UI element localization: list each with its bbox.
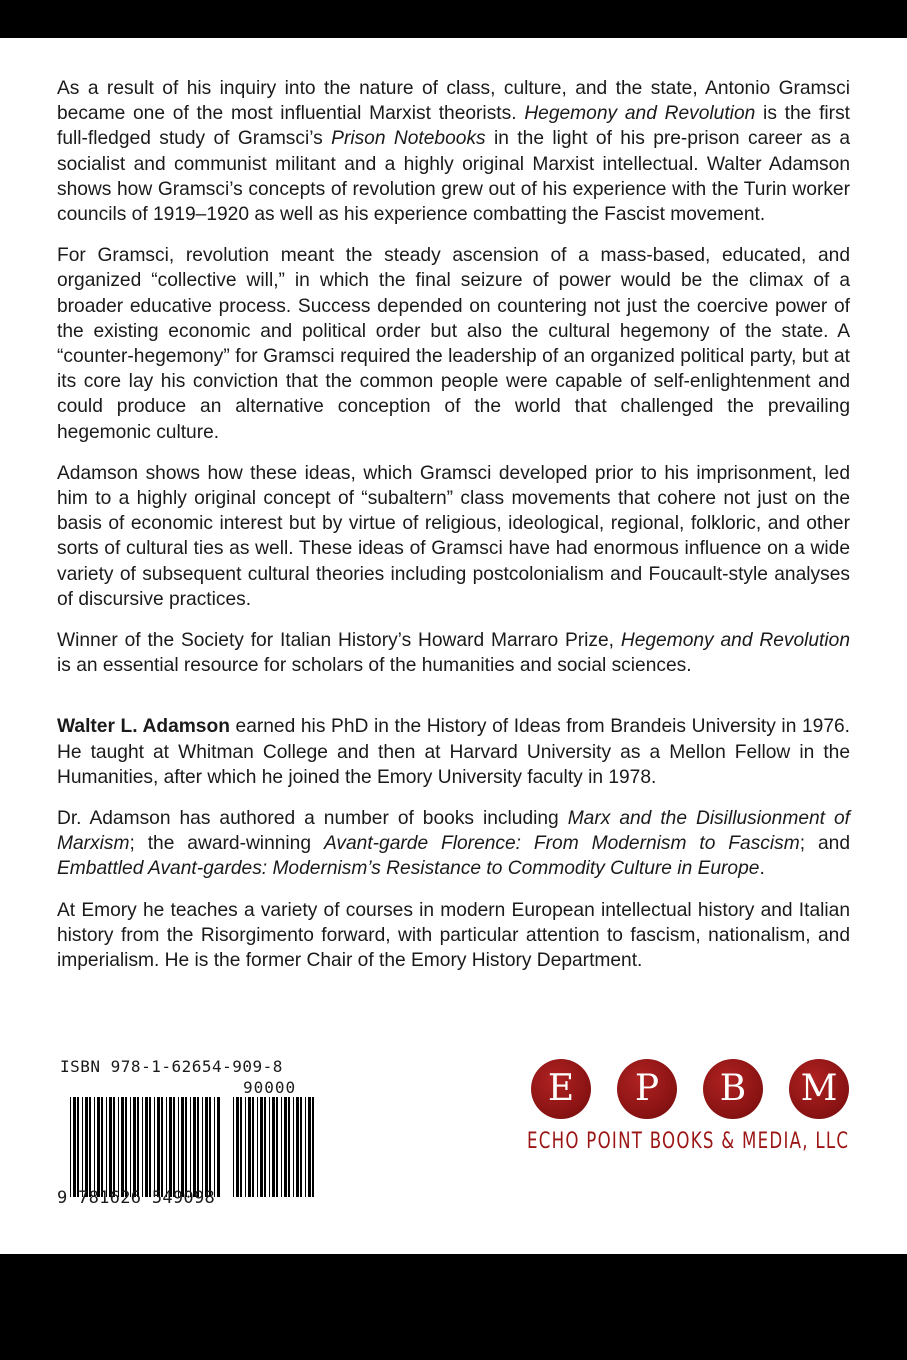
author-name: Walter L. Adamson [57,716,230,738]
barcode-bar [248,1097,251,1197]
barcode-bar [281,1097,282,1197]
barcode-bar [245,1097,246,1197]
logo-circle-b: B [703,1059,763,1119]
barcode-bar [190,1097,191,1197]
barcode-bar [178,1097,179,1197]
barcode-bar [284,1097,287,1197]
barcode-bar [296,1097,299,1197]
description-paragraph-4: Winner of the Society for Italian History’s Howard Marraro Prize, Hegemony and Revolution is an essential resource for scholars of the humanities and social sciences. [57,630,850,677]
barcode-bar [214,1097,215,1197]
author-bio-paragraph-1: Walter L. Adamson earned his PhD in the History of Ideas from Brandeis University in 1976. He taught at Whitman College and then at Harvard University as a Mellon Fellow in the Humanities, after which he joined the Emory University faculty in 1978. [57,716,850,788]
barcode-bar [197,1097,199,1197]
barcode-bar [157,1097,160,1197]
barcode-bar [264,1097,266,1197]
logo-circles [531,1059,851,1121]
publisher-name: ECHO POINT BOOKS & MEDIA, LLC [527,1129,850,1154]
barcode-bar [77,1097,79,1197]
publisher-logo [527,1057,857,1157]
author-bio-paragraph-2: Dr. Adamson has authored a number of books including Marx and the Disillusionment of Marxism; the award-winning Avant-garde Florence: From Modernism to Fascism; and Embattled Avant-gardes: Modernism’s Resistance to Commodity Culture in Europe. [57,808,850,880]
barcode-bar [121,1097,124,1197]
barcode-bar [305,1097,306,1197]
barcode-bar [272,1097,275,1197]
barcode-bar [300,1097,302,1197]
isbn-barcode [57,1057,322,1213]
barcode-bar [260,1097,263,1197]
barcode-bar [169,1097,172,1197]
ean-number: 9 781626 549098 [57,1188,216,1208]
barcode-bar [209,1097,211,1197]
barcode-bar [233,1097,234,1197]
barcode-bar [173,1097,175,1197]
barcode-bar [181,1097,184,1197]
barcode-bar [89,1097,91,1197]
barcode-bar [217,1097,220,1197]
barcode-bar [130,1097,131,1197]
barcode-bar [308,1097,311,1197]
barcode-bar [94,1097,95,1197]
barcode-bar [288,1097,290,1197]
barcode-bar [85,1097,88,1197]
price-addon-label: 90000 [243,1078,297,1097]
barcode-bar [193,1097,196,1197]
description-paragraph-1: As a result of his inquiry into the nature of class, culture, and the state, Antonio Gramsci became one of the most influential Marxist theorists. Hegemony and Revolution is the first full-fledged study of Gramsci’s Prison Notebooks in the light of his pre-prison career as a socialist and communist militant and a highly original Marxist intellectual. Walter Adamson shows how Gramsci’s concepts of revolution grew out of his experience with the Turin worker councils of 1919–1920 as well as his experience combatting the Fascist movement. [57,78,851,226]
barcode-bar [166,1097,167,1197]
barcode-bar [101,1097,103,1197]
barcode-bar [312,1097,314,1197]
barcode-bar [185,1097,187,1197]
barcode-bar [118,1097,119,1197]
description-paragraph-3: Adamson shows how these ideas, which Gramsci developed prior to his imprisonment, led him to a highly original concept of “subaltern” class movements that cohere not just on the basis of economic interest but by virtue of religious, ideological, regional, folkloric, and other sorts of cultural ties as well. These ideas of Gramsci have had enormous influence on a wide variety of subsequent cultural theories including postcolonialism and Foucault-style analyses of discursive practices. [57,462,850,610]
barcode-bar [205,1097,208,1197]
barcode-bar [137,1097,139,1197]
barcode-bar [236,1097,239,1197]
barcode-bar [202,1097,203,1197]
addon-barcode-bars [233,1097,319,1197]
barcode-bar [269,1097,270,1197]
barcode-bar [145,1097,148,1197]
barcode-bar [125,1097,127,1197]
barcode-bar [252,1097,254,1197]
barcode-bar [82,1097,83,1197]
barcode-bar [73,1097,76,1197]
barcode-bar [113,1097,115,1197]
barcode-bar [133,1097,136,1197]
barcode-bar [70,1097,71,1197]
author-bio-paragraph-3: At Emory he teaches a variety of courses in modern European intellectual history and Italian history from the Risorgimento forward, with particular attention to fascism, nationalism, and imperialism. He is the former Chair of the Emory History Department. [57,899,850,972]
barcode-bar [154,1097,155,1197]
barcode-bar [293,1097,294,1197]
logo-circle-e: E [531,1059,591,1119]
barcode-bar [106,1097,107,1197]
barcode-bar [257,1097,258,1197]
bottom-black-bar [0,1254,907,1360]
description-paragraph-2: For Gramsci, revolution meant the steady ascension of a mass-based, educated, and organized “collective will,” in which the final seizure of power would be the climax of a broader educative process. Success depended on countering not just the coercive power of the existing economic and political order but also the cultural hegemony of the state. A “counter-hegemony” for Gramsci required the leadership of an organized political party, but at its core lay his conviction that the common people were capable of self-enlightenment and could produce an alternative conception of the world that challenged the prevailing hegemonic culture. [57,245,850,443]
barcode-bar [161,1097,163,1197]
logo-circle-p: P [617,1059,677,1119]
back-cover-text [57,76,850,989]
barcode-bar [240,1097,242,1197]
barcode-bar [97,1097,100,1197]
top-black-bar [0,0,907,38]
isbn-label: ISBN 978-1-62654-909-8 [60,1057,283,1076]
barcode-bar [149,1097,151,1197]
barcode-bar [142,1097,143,1197]
ean-barcode-bars [70,1097,220,1197]
barcode-bar [276,1097,278,1197]
logo-circle-m: M [789,1059,849,1119]
barcode-bar [109,1097,112,1197]
